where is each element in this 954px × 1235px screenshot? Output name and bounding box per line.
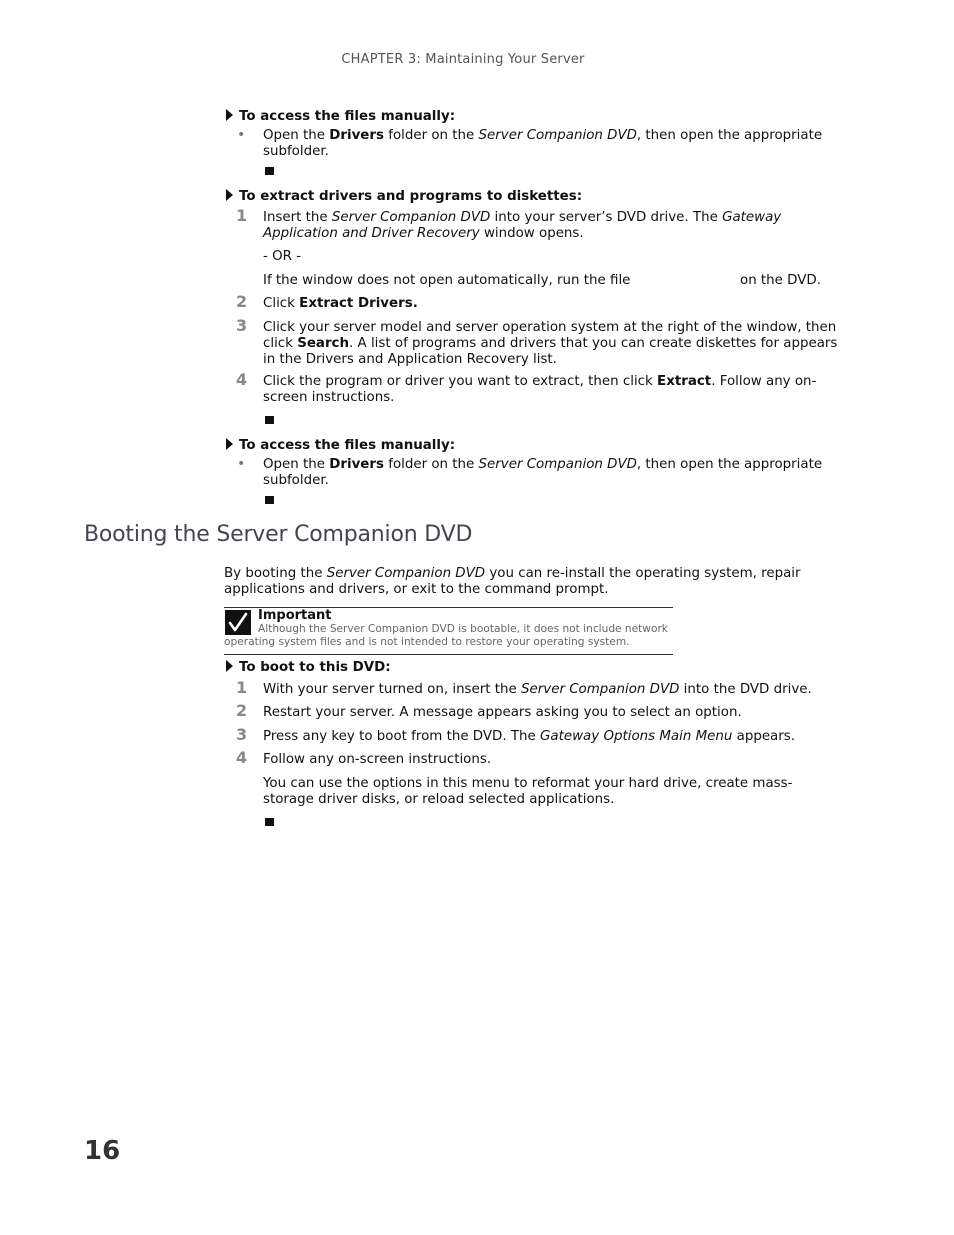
end-of-procedure-icon bbox=[265, 416, 274, 424]
bullet-text: Open the Drivers folder on the Server Companion DVD, then open the appropriate subfolder. bbox=[263, 457, 823, 488]
step-number: 4 bbox=[236, 748, 248, 767]
callout-bottom-rule bbox=[224, 654, 673, 655]
step-number: 4 bbox=[236, 370, 248, 389]
bullet-text: Open the Drivers folder on the Server Companion DVD, then open the appropriate subfolder. bbox=[263, 128, 823, 159]
end-of-procedure-icon bbox=[265, 496, 274, 504]
running-header: CHAPTER 3: Maintaining Your Server bbox=[341, 52, 585, 67]
bullet-dot-icon: • bbox=[237, 456, 246, 472]
file-instruction-b: on the DVD. bbox=[740, 273, 821, 288]
step-number: 2 bbox=[236, 292, 248, 311]
step-number: 1 bbox=[236, 678, 248, 697]
triangle-bullet-icon bbox=[226, 109, 233, 121]
step-text: Click Extract Drivers. bbox=[263, 296, 418, 311]
step-text: With your server turned on, insert the Server Companion DVD into the DVD drive. bbox=[263, 682, 812, 697]
end-of-procedure-icon bbox=[265, 818, 274, 826]
step-text: Restart your server. A message appears asking you to select an option. bbox=[263, 705, 742, 720]
triangle-bullet-icon bbox=[226, 438, 233, 450]
callout-body: Although the Server Companion DVD is bootable, it does not include network operating system files and is not intended to restore your operating system. bbox=[224, 623, 668, 648]
step-text: Click your server model and server operation system at the right of the window, then click Search. A list of programs and drivers that you can create diskettes for appears in the Drivers and Application Recovery list. bbox=[263, 320, 838, 367]
step-text: Insert the Server Companion DVD into your server’s DVD drive. The Gateway Application and Driver Recovery window opens. bbox=[263, 210, 782, 241]
step-text: Click the program or driver you want to extract, then click Extract. Follow any on-screen instructions. bbox=[263, 374, 817, 405]
step-number: 1 bbox=[236, 206, 248, 225]
step-text: Press any key to boot from the DVD. The Gateway Options Main Menu appears. bbox=[263, 729, 796, 744]
procedure-heading: To boot to this DVD: bbox=[226, 660, 391, 676]
file-instruction-a: If the window does not open automatically, run the file bbox=[263, 273, 631, 288]
step-number: 2 bbox=[236, 701, 248, 720]
bullet-dot-icon: • bbox=[237, 127, 246, 143]
step-number: 3 bbox=[236, 316, 248, 335]
step-note: You can use the options in this menu to reformat your hard drive, create mass-storage driver disks, or reload selected applications. bbox=[263, 776, 793, 807]
page-number: 16 bbox=[84, 1136, 121, 1166]
callout-title: Important bbox=[258, 608, 332, 623]
intro-paragraph: By booting the Server Companion DVD you can re-install the operating system, repair applications and drivers, or exit to the command prompt. bbox=[224, 566, 801, 597]
triangle-bullet-icon bbox=[226, 660, 233, 672]
procedure-heading: To access the files manually: bbox=[226, 438, 455, 454]
or-separator: - OR - bbox=[263, 249, 302, 264]
procedure-heading: To access the files manually: bbox=[226, 109, 455, 125]
section-title: Booting the Server Companion DVD bbox=[84, 522, 473, 547]
procedure-heading: To extract drivers and programs to diskettes: bbox=[226, 189, 582, 205]
end-of-procedure-icon bbox=[265, 167, 274, 175]
triangle-bullet-icon bbox=[226, 189, 233, 201]
step-text: Follow any on-screen instructions. bbox=[263, 752, 492, 767]
step-number: 3 bbox=[236, 725, 248, 744]
